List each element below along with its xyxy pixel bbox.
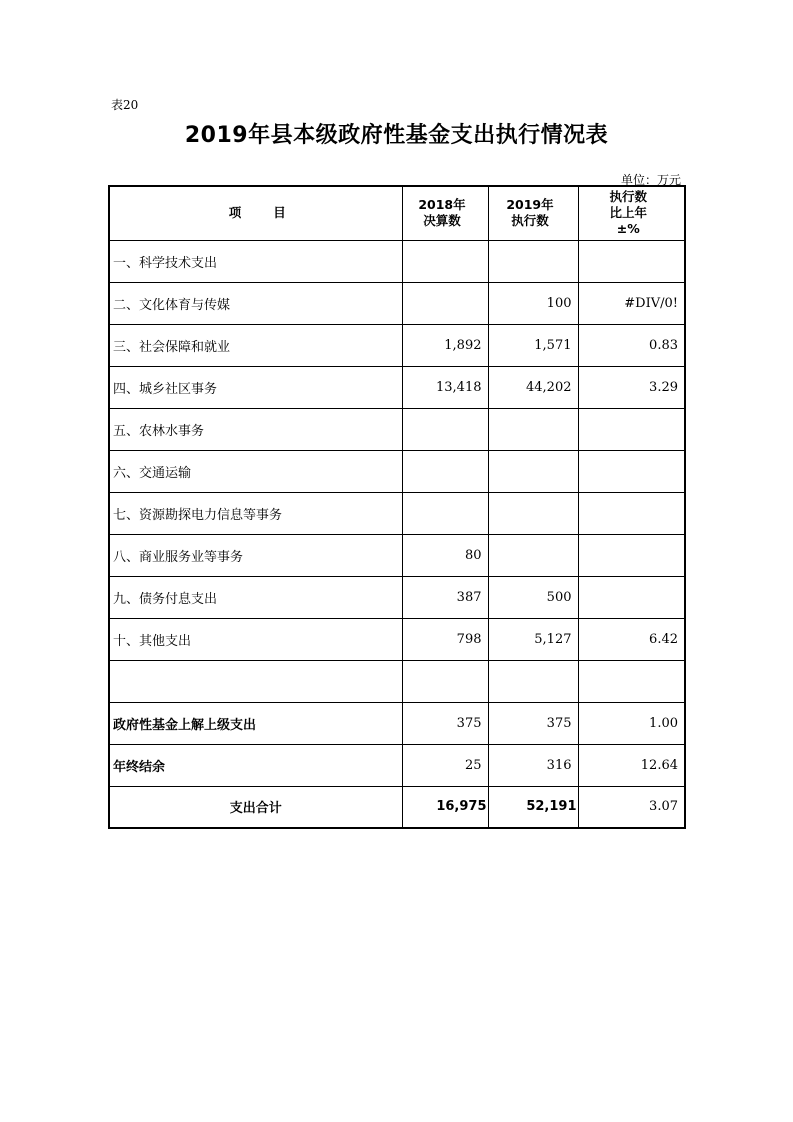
row-ratio-value xyxy=(578,240,685,282)
row-2018-value: 387 xyxy=(402,576,488,618)
row-2019-value xyxy=(488,408,578,450)
row-name: 九、债务付息支出 xyxy=(109,576,402,618)
row-name: 二、文化体育与传媒 xyxy=(109,282,402,324)
row-2018-value: 80 xyxy=(402,534,488,576)
row-name xyxy=(109,660,402,702)
header-2018-line-2: 决算数 xyxy=(423,213,461,229)
row-name: 六、交通运输 xyxy=(109,450,402,492)
table-row xyxy=(109,702,685,744)
table-number: 表20 xyxy=(111,98,139,112)
row-name: 四、城乡社区事务 xyxy=(109,366,402,408)
row-2018-value: 25 xyxy=(402,744,488,786)
table-row xyxy=(109,576,685,618)
row-2018-value xyxy=(402,660,488,702)
row-ratio-value xyxy=(578,450,685,492)
row-name: 一、科学技术支出 xyxy=(109,240,402,282)
row-2018-value xyxy=(402,408,488,450)
row-2018-value: 798 xyxy=(402,618,488,660)
table-row xyxy=(109,450,685,492)
row-ratio-value: #DIV/0! xyxy=(578,282,685,324)
table-row xyxy=(109,534,685,576)
row-2019-value xyxy=(488,240,578,282)
unit-label: 单位：万元 xyxy=(620,173,681,187)
row-2018-value xyxy=(402,282,488,324)
row-2019-value xyxy=(488,660,578,702)
header-2019-line-1: 2019年 xyxy=(506,197,554,213)
row-name: 十、其他支出 xyxy=(109,618,402,660)
row-name: 八、商业服务业等事务 xyxy=(109,534,402,576)
page-title: 2019年县本级政府性基金支出执行情况表 xyxy=(184,123,609,148)
row-ratio-value: 0.83 xyxy=(578,324,685,366)
header-ratio-line-2: 比上年 xyxy=(609,205,647,221)
fund-expenditure-table xyxy=(108,185,686,829)
row-ratio-value: 6.42 xyxy=(578,618,685,660)
row-2018-value xyxy=(402,492,488,534)
row-2019-value: 375 xyxy=(488,702,578,744)
header-ratio-line-1: 执行数 xyxy=(609,189,647,205)
row-2019-value: 316 xyxy=(488,744,578,786)
row-ratio-value: 12.64 xyxy=(578,744,685,786)
total-2019-value: 52,191 xyxy=(488,786,578,828)
row-2019-value: 44,202 xyxy=(488,366,578,408)
table-row xyxy=(109,744,685,786)
header-2019-line-2: 执行数 xyxy=(511,213,549,229)
row-2019-value xyxy=(488,492,578,534)
table-header-row xyxy=(109,186,685,240)
table-row xyxy=(109,618,685,660)
header-item xyxy=(109,186,402,240)
row-ratio-value xyxy=(578,408,685,450)
row-2018-value: 13,418 xyxy=(402,366,488,408)
total-row xyxy=(109,786,685,828)
total-2018-value: 16,975 xyxy=(402,786,488,828)
row-ratio-value xyxy=(578,660,685,702)
row-name: 七、资源勘探电力信息等事务 xyxy=(109,492,402,534)
row-2019-value: 500 xyxy=(488,576,578,618)
header-2019 xyxy=(488,186,578,240)
table-row xyxy=(109,282,685,324)
header-2018 xyxy=(402,186,488,240)
row-name: 五、农林水事务 xyxy=(109,408,402,450)
row-ratio-value xyxy=(578,492,685,534)
row-2018-value: 375 xyxy=(402,702,488,744)
row-2019-value xyxy=(488,534,578,576)
row-2018-value xyxy=(402,240,488,282)
row-name: 政府性基金上解上级支出 xyxy=(109,702,402,744)
row-name: 年终结余 xyxy=(109,744,402,786)
header-2018-line-1: 2018年 xyxy=(418,197,466,213)
total-label: 支出合计 xyxy=(109,786,402,828)
table-row xyxy=(109,492,685,534)
row-ratio-value xyxy=(578,534,685,576)
header-item-char-1: 项 xyxy=(228,205,242,221)
table-row-empty xyxy=(109,660,685,702)
header-ratio-line-3: ±% xyxy=(616,221,640,237)
row-ratio-value: 1.00 xyxy=(578,702,685,744)
row-2018-value xyxy=(402,450,488,492)
row-ratio-value xyxy=(578,576,685,618)
row-2019-value xyxy=(488,450,578,492)
table-row xyxy=(109,240,685,282)
row-2018-value: 1,892 xyxy=(402,324,488,366)
table-row xyxy=(109,366,685,408)
table-row xyxy=(109,324,685,366)
row-name: 三、社会保障和就业 xyxy=(109,324,402,366)
total-ratio-value: 3.07 xyxy=(578,786,685,828)
row-2019-value: 5,127 xyxy=(488,618,578,660)
table-row xyxy=(109,408,685,450)
row-ratio-value: 3.29 xyxy=(578,366,685,408)
row-2019-value: 1,571 xyxy=(488,324,578,366)
header-ratio xyxy=(578,186,685,240)
row-2019-value: 100 xyxy=(488,282,578,324)
header-item-char-2: 目 xyxy=(273,205,286,221)
